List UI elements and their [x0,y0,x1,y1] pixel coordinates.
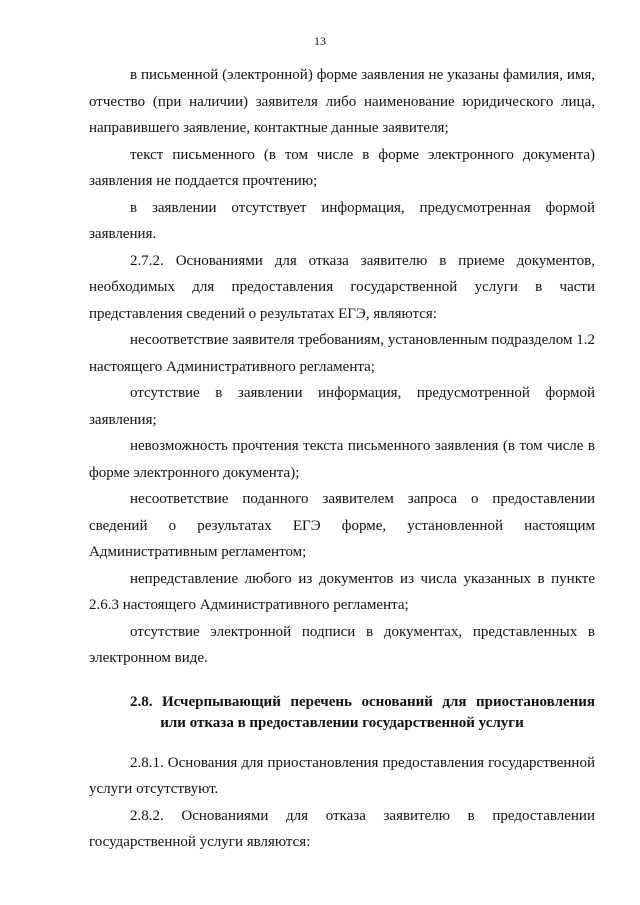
paragraph-missing-form-information: отсутствие в заявлении информация, предусмотренной формой заявления; [89,385,595,428]
document-body [89,62,595,856]
paragraph-2-7-2: 2.7.2. Основаниями для отказа заявителю в приеме документов, необходимых для предоставления государственной услуги в части представления сведений о результатах ЕГЭ, являются: [89,252,595,322]
paragraph-requirements-mismatch: несоответствие заявителя требованиям, установленным подразделом 1.2 настоящего Административного регламента; [89,332,595,375]
paragraph-unreadable-text: текст письменного (в том числе в форме электронного документа) заявления не поддается прочтению; [89,146,595,189]
section-heading-line-2: или отказа в предоставлении государственной услуги [160,714,524,731]
paragraph-unreadable-application: невозможность прочтения текста письменного заявления (в том числе в форме электронного документа); [89,438,595,481]
paragraph-request-form-mismatch: несоответствие поданного заявителем запроса о предоставлении сведений о результатах ЕГЭ форме, установленной настоящим Административным регламентом; [89,491,595,560]
paragraph-2-8-1: 2.8.1. Основания для приостановления предоставления государственной услуги отсутствуют. [89,754,595,797]
paragraph-missing-information: в заявлении отсутствует информация, предусмотренная формой заявления. [89,199,595,242]
paragraph-missing-signature: отсутствие электронной подписи в документах, представленных в электронном виде. [89,623,595,666]
section-heading-2-8 [89,692,595,734]
paragraph-documents-not-provided: непредставление любого из документов из числа указанных в пункте 2.6.3 настоящего Административного регламента; [89,570,595,613]
paragraph-missing-applicant-data: в письменной (электронной) форме заявления не указаны фамилия, имя, отчество (при наличии) заявителя либо наименование юридического лица, направившего заявление, контактные данные заявителя; [89,67,595,136]
paragraph-2-8-2: 2.8.2. Основаниями для отказа заявителю в предоставлении государственной услуги являются: [89,807,595,850]
section-heading-line-1: 2.8. Исчерпывающий перечень оснований для приостановления [130,693,595,710]
page-number: 13 [314,34,326,48]
